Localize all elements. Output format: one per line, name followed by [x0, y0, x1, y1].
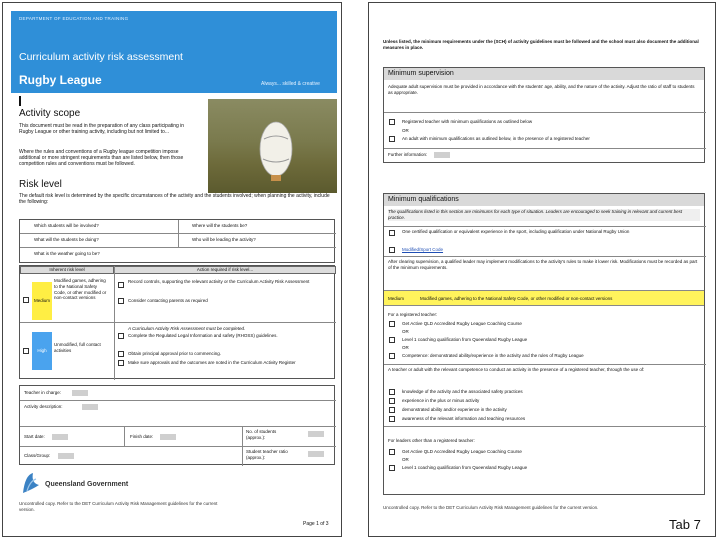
hazard-text: After clearing supervision, a qualified leader may implement modifications to the activity's rules to make it lower risk. Modifications must be recorded as part of the minimum requirements.: [388, 259, 698, 270]
medium-action: Record controls, supporting the relevant activity or the Curriculum Activity Risk Assessment: [128, 279, 310, 284]
class-field[interactable]: [58, 453, 74, 459]
form-label: Class/Group:: [24, 453, 51, 458]
medium-row: [384, 290, 704, 306]
high-risk-desc: Unmodified, full contact activities: [54, 342, 101, 353]
medium-risk-label: Medium: [32, 282, 52, 320]
doc-type: Curriculum activity risk assessment: [19, 51, 183, 63]
registered-teacher-heading: For a registered teacher:: [388, 312, 438, 317]
tab-label: Tab 7: [669, 517, 701, 532]
form-label: Start date:: [24, 434, 45, 439]
form-label: Teacher in charge:: [24, 390, 62, 395]
adult-option: experience in the plus or minus activity: [402, 398, 480, 403]
risk-question: Who will be leading the activity?: [192, 237, 256, 242]
intro-text: Unless listed, the minimum requirements under the (SCH) of activity guidelines must be followed and the school must also document the additional measures in place.: [383, 39, 699, 50]
scope-text-2: Where the rules and conventions of a Rugby league competition impose additional or more stringent requirements than are listed below, then those competition rules and conventions must be followed.: [19, 149, 184, 168]
risk-question: Which students will be involved?: [34, 223, 99, 228]
form-label: Student teacher ratio (approx.):: [246, 449, 288, 460]
supervision-checkbox[interactable]: [389, 136, 395, 142]
other-or: OR: [402, 457, 409, 462]
supervision-option: Registered teacher with minimum qualifications as outlined below: [402, 119, 533, 124]
further-info-field[interactable]: [434, 152, 450, 158]
qld-crest-icon: [21, 471, 43, 495]
rugby-ball-icon: [208, 99, 337, 193]
min-supervision-heading: Minimum supervision: [384, 68, 704, 80]
scope-heading: Activity scope: [19, 108, 81, 119]
risk-question: What is the weather going to be?: [34, 251, 100, 256]
risk-level-table: [19, 265, 335, 379]
high-action: Complete the Regulated Legal Information and safety (RHOSS) guidelines.: [128, 333, 278, 338]
reg-option: Competence: demonstrated ability/experience in the activity and the rules of Rugby League: [402, 353, 584, 358]
start-date-field[interactable]: [52, 434, 68, 440]
risk-heading: Risk level: [19, 179, 62, 190]
finish-date-field[interactable]: [160, 434, 176, 440]
adult-checkbox[interactable]: [389, 416, 395, 422]
left-page: [2, 2, 342, 537]
medium-action: Consider contacting parents as required: [128, 298, 208, 303]
risk-table-header: Action required if risk level...: [114, 266, 336, 274]
high-action-checkbox[interactable]: [118, 360, 124, 366]
risk-table-header: Inherent risk level: [20, 266, 114, 274]
medium-risk-desc: Modified games, adhering to the National Safety Code, or other modified or non-contact versions: [54, 278, 107, 301]
doc-title: Rugby League: [19, 73, 102, 87]
other-option: Get Active QLD Accredited Rugby League Coaching Course: [402, 449, 522, 454]
medium-action-checkbox[interactable]: [118, 282, 124, 288]
qld-gov-text: Queensland Government: [45, 481, 129, 488]
other-option: Level 1 coaching qualification from Queensland Rugby League: [402, 465, 528, 470]
adult-option: demonstrated ability and/or experience in the activity: [402, 407, 507, 412]
risk-question: What will the students be doing?: [34, 237, 99, 242]
high-action: Obtain principal approval prior to commencing.: [128, 351, 222, 356]
adult-option: knowledge of the activity and the associated safety practices: [402, 389, 523, 394]
activity-form: [19, 385, 335, 465]
high-risk-label: High: [32, 332, 52, 370]
high-action-checkbox[interactable]: [118, 351, 124, 357]
medium-checkbox[interactable]: [23, 297, 29, 303]
medium-desc: Modified games, adhering to the National Safety Code, or other modified or non-contact versions: [420, 296, 613, 301]
qual-option: Modified/Sport Code: [402, 247, 444, 252]
medium-action-checkbox[interactable]: [118, 298, 124, 304]
tagline: Always... skilled & creative: [261, 81, 320, 87]
adult-checkbox[interactable]: [389, 389, 395, 395]
min-qual-heading: Minimum qualifications: [384, 194, 704, 206]
adult-heading: A teacher or adult with the relevant competence to conduct an activity in the presence of a registered teacher, through the use of:: [388, 367, 645, 372]
reg-or: OR: [402, 345, 409, 350]
reg-or: OR: [402, 329, 409, 334]
other-checkbox[interactable]: [389, 465, 395, 471]
supervision-checkbox[interactable]: [389, 119, 395, 125]
supervision-or: OR: [402, 128, 409, 133]
form-label: Activity description:: [24, 404, 63, 409]
qual-option: One certified qualification or equivalent experience in the sport, including qualification under National Rugby Union: [402, 229, 630, 234]
risk-intro: The default risk level is determined by the specific circumstances of the activity and the students involved; when planning the activity, include the following:: [19, 193, 330, 206]
risk-questions-table: [19, 219, 335, 263]
right-page: [368, 2, 716, 537]
supervision-option: An adult with minimum qualifications as outlined below, in the presence of a registered teacher: [402, 136, 590, 141]
reg-checkbox[interactable]: [389, 337, 395, 343]
reg-checkbox[interactable]: [389, 321, 395, 327]
high-action: Make sure approvals and the outcomes are noted in the Curriculum Activity Register: [128, 360, 296, 365]
other-leaders-heading: For leaders other than a registered teacher:: [388, 438, 475, 443]
right-footer-text: Uncontrolled copy. Refer to the DET Curriculum Activity Risk Management guidelines for the current version.: [383, 505, 599, 510]
ratio-field[interactable]: [308, 451, 324, 457]
header-banner: [11, 11, 337, 93]
medium-label: Medium: [388, 296, 405, 301]
form-label: Finish date:: [130, 434, 154, 439]
qld-gov-logo: [21, 471, 43, 495]
further-info-label: Further information:: [388, 152, 428, 157]
high-action-checkbox[interactable]: [118, 333, 124, 339]
high-checkbox[interactable]: [23, 348, 29, 354]
adult-checkbox[interactable]: [389, 398, 395, 404]
adult-checkbox[interactable]: [389, 407, 395, 413]
qual-checkbox[interactable]: [389, 247, 395, 253]
min-supervision-text: Adequate adult supervision must be provided in accordance with the students' age, ability, and the nature of the activity. Adjust the ratio of staff to students as appropriate.: [388, 84, 695, 95]
min-qual-text: The qualifications listed in this section are minimums for each type of situation. Leaders are encouraged to seek training in relevant and current best practice.: [388, 209, 700, 221]
reg-option: Level 1 coaching qualification from Queensland Rugby League: [402, 337, 528, 342]
risk-question: Where will the students be?: [192, 223, 248, 228]
min-supervision-section: [383, 67, 705, 163]
high-action: A Curriculum Activity Risk Assessment must be completed.: [128, 326, 246, 331]
min-qualifications-section: [383, 193, 705, 495]
reg-option: Get Active QLD Accredited Rugby League Coaching Course: [402, 321, 522, 326]
teacher-field[interactable]: [72, 390, 88, 396]
description-field[interactable]: [82, 404, 98, 410]
rugby-ball-photo: [208, 99, 337, 193]
page-number: Page 1 of 3: [303, 521, 329, 527]
form-label: No. of students (approx.):: [246, 429, 277, 440]
footer-text: Uncontrolled copy. Refer to the DET Curriculum Activity Risk Management guidelines for the current version.: [19, 501, 218, 512]
reg-checkbox[interactable]: [389, 353, 395, 359]
students-field[interactable]: [308, 431, 324, 437]
qual-checkbox[interactable]: [389, 230, 395, 236]
header-bar-divider: [19, 96, 21, 106]
dept-label: DEPARTMENT OF EDUCATION AND TRAINING: [19, 16, 129, 21]
other-checkbox[interactable]: [389, 449, 395, 455]
adult-option: awareness of the relevant information and teaching resources: [402, 416, 526, 421]
scope-text-1: This document must be read in the preparation of any class participating in Rugby League or other training activity, including but not limited to...: [19, 123, 185, 136]
